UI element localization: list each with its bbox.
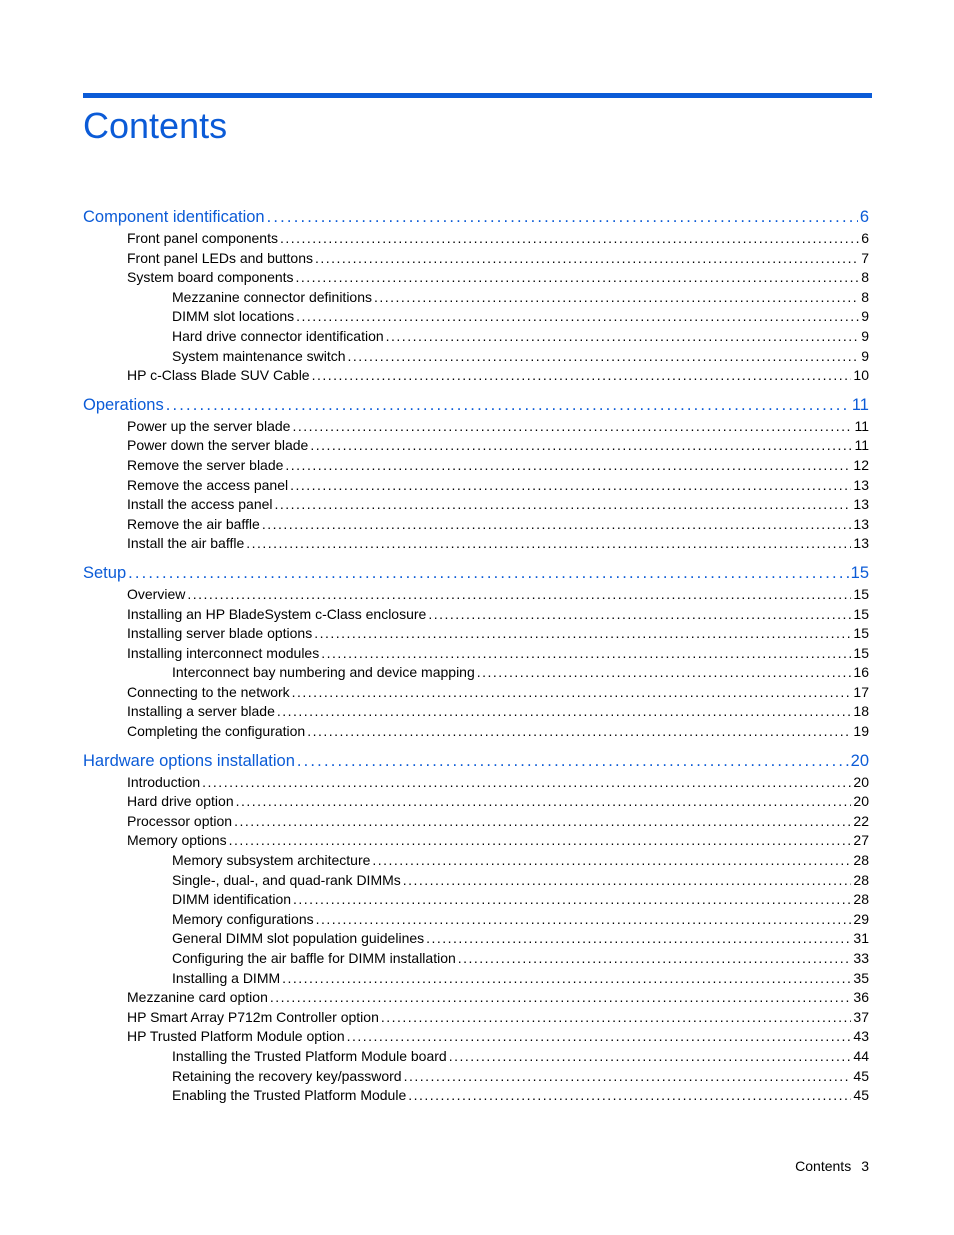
toc-dot-leader (403, 871, 852, 891)
toc-dot-leader (128, 561, 849, 585)
toc-entry-page-number: 22 (853, 812, 869, 829)
toc-entry-label: Hard drive option (127, 793, 234, 810)
toc-entry-label: Overview (127, 585, 186, 602)
toc-entry[interactable] (83, 949, 869, 969)
toc-entry-label: Single-, dual-, and quad-rank DIMMs (172, 871, 401, 888)
toc-entry-page-number: 7 (861, 249, 869, 266)
toc-entry[interactable] (83, 456, 869, 476)
toc-entry[interactable] (83, 288, 869, 308)
footer-page-number: 3 (861, 1158, 869, 1174)
toc-entry-label: Front panel LEDs and buttons (127, 249, 314, 266)
toc-entry-page-number: 43 (853, 1028, 869, 1045)
toc-dot-leader (428, 605, 851, 625)
toc-entry-page-number: 15 (853, 625, 869, 642)
toc-entry-label: Interconnect bay numbering and device mapping (172, 664, 475, 681)
toc-entry[interactable] (83, 229, 869, 249)
toc-dot-leader (290, 476, 851, 496)
toc-chapter-entry[interactable] (83, 393, 869, 417)
toc-entry-label: Install the access panel (127, 496, 273, 513)
toc-dot-leader (229, 831, 852, 851)
toc-dot-leader (285, 456, 851, 476)
toc-entry-page-number: 9 (861, 327, 869, 344)
toc-entry-label: Introduction (127, 773, 201, 790)
toc-entry-page-number: 44 (853, 1047, 869, 1064)
toc-dot-leader (386, 327, 860, 347)
toc-entry-label: General DIMM slot population guidelines (172, 930, 425, 947)
toc-entry-page-number: 16 (853, 664, 869, 681)
table-of-contents (83, 205, 869, 1106)
toc-entry[interactable] (83, 1008, 869, 1028)
toc-dot-leader (296, 307, 859, 327)
toc-entry-page-number: 18 (853, 703, 869, 720)
toc-entry[interactable] (83, 969, 869, 989)
toc-entry[interactable] (83, 1047, 869, 1067)
toc-entry[interactable] (83, 792, 869, 812)
toc-dot-leader (316, 910, 852, 930)
toc-entry[interactable] (83, 702, 869, 722)
toc-entry[interactable] (83, 417, 869, 437)
toc-entry-label: Connecting to the network (127, 683, 290, 700)
toc-entry[interactable] (83, 1067, 869, 1087)
toc-entry-page-number: 29 (853, 910, 869, 927)
toc-entry-page-number: 9 (861, 308, 869, 325)
title-rule (83, 93, 872, 98)
toc-entry-label: Operations (83, 395, 164, 414)
toc-entry-page-number: 45 (853, 1067, 869, 1084)
toc-entry-label: Installing a DIMM (172, 969, 281, 986)
footer-section: Contents (795, 1158, 852, 1174)
toc-entry-page-number: 33 (853, 950, 869, 966)
toc-dot-leader (312, 366, 852, 386)
toc-entry[interactable] (83, 851, 869, 871)
toc-entry[interactable] (83, 624, 869, 644)
toc-entry-label: Memory configurations (172, 910, 314, 927)
toc-entry-page-number: 20 (853, 793, 869, 810)
toc-dot-leader (314, 624, 851, 644)
toc-entry-page-number: 8 (861, 288, 869, 305)
toc-entry-page-number: 45 (853, 1087, 869, 1104)
toc-chapter-entry[interactable] (83, 561, 869, 585)
toc-entry-label: Completing the configuration (127, 723, 306, 740)
toc-entry-page-number: 9 (861, 347, 869, 364)
toc-entry[interactable] (83, 347, 869, 367)
toc-dot-leader (296, 268, 860, 288)
toc-entry-page-number: 10 (853, 367, 869, 384)
toc-entry-label: Hardware options installation (83, 751, 295, 770)
toc-dot-leader (297, 749, 849, 773)
toc-entry[interactable] (83, 268, 869, 288)
toc-entry-page-number: 13 (853, 515, 869, 532)
toc-entry[interactable] (83, 327, 869, 347)
toc-entry-label: Enabling the Trusted Platform Module (172, 1087, 407, 1104)
toc-dot-leader (477, 663, 852, 683)
toc-dot-leader (292, 683, 852, 703)
toc-entry-page-number: 35 (853, 969, 869, 986)
toc-entry-label: Install the air baffle (127, 535, 245, 552)
toc-dot-leader (236, 792, 852, 812)
toc-entry-label: HP Smart Array P712m Controller option (127, 1008, 379, 1025)
toc-dot-leader (234, 812, 851, 832)
toc-dot-leader (307, 722, 851, 742)
toc-entry[interactable] (83, 812, 869, 832)
toc-entry[interactable] (83, 773, 869, 793)
toc-entry-page-number: 11 (854, 437, 869, 454)
toc-entry-label: Setup (83, 563, 127, 582)
toc-dot-leader (280, 229, 859, 249)
toc-entry[interactable] (83, 436, 869, 456)
toc-entry[interactable] (83, 644, 869, 664)
toc-entry-label: Memory options (127, 832, 227, 849)
toc-entry-label: Remove the server blade (127, 456, 284, 473)
toc-entry-page-number: 15 (853, 585, 869, 602)
toc-entry-label: Installing interconnect modules (127, 644, 320, 661)
toc-dot-leader (275, 495, 852, 515)
toc-entry[interactable] (83, 683, 869, 703)
toc-entry[interactable] (83, 605, 869, 625)
toc-entry-label: DIMM slot locations (172, 308, 295, 325)
toc-entry-page-number: 17 (853, 683, 869, 700)
toc-entry-label: Processor option (127, 812, 233, 829)
toc-entry-page-number: 11 (851, 395, 869, 414)
toc-entry-page-number: 20 (850, 751, 869, 770)
toc-entry-page-number: 12 (853, 456, 869, 473)
toc-dot-leader (292, 417, 852, 437)
toc-dot-leader (277, 702, 852, 722)
toc-dot-leader (187, 585, 851, 605)
page-footer (795, 1158, 869, 1174)
toc-dot-leader (404, 1067, 852, 1087)
toc-entry-page-number: 28 (853, 891, 869, 908)
toc-entry[interactable] (83, 988, 869, 1008)
toc-chapter-entry[interactable] (83, 749, 869, 773)
toc-dot-leader (282, 969, 851, 989)
toc-dot-leader (449, 1047, 852, 1067)
toc-dot-leader (426, 929, 851, 949)
toc-dot-leader (246, 534, 851, 554)
toc-entry[interactable] (83, 1086, 869, 1106)
toc-entry[interactable] (83, 534, 869, 554)
toc-entry-label: DIMM identification (172, 891, 292, 908)
toc-entry[interactable] (83, 831, 869, 851)
toc-dot-leader (270, 988, 852, 1008)
page-title: Contents (83, 105, 228, 146)
toc-entry-page-number: 19 (853, 723, 869, 740)
toc-entry-page-number: 11 (854, 417, 869, 434)
toc-entry-label: System maintenance switch (172, 347, 346, 364)
toc-entry-page-number: 28 (853, 871, 869, 888)
toc-dot-leader (408, 1086, 851, 1106)
toc-entry-page-number: 15 (850, 563, 869, 582)
toc-entry[interactable] (83, 249, 869, 269)
toc-entry-label: Component identification (83, 208, 265, 226)
toc-entry[interactable] (83, 585, 869, 605)
toc-dot-leader (315, 249, 859, 269)
toc-entry-label: System board components (127, 269, 294, 286)
toc-entry[interactable] (83, 495, 869, 515)
toc-entry-label: Front panel components (127, 230, 278, 246)
toc-entry-page-number: 36 (853, 989, 869, 1006)
toc-entry-page-number: 31 (853, 930, 869, 947)
toc-entry[interactable] (83, 476, 869, 496)
toc-entry-label: Retaining the recovery key/password (172, 1067, 402, 1084)
toc-entry-page-number: 6 (861, 230, 869, 246)
toc-dot-leader (348, 347, 860, 367)
toc-entry-label: HP Trusted Platform Module option (127, 1028, 345, 1045)
toc-entry-label: Remove the access panel (127, 476, 289, 493)
toc-dot-leader (347, 1027, 852, 1047)
toc-entry-page-number: 28 (853, 852, 869, 869)
toc-entry-page-number: 13 (853, 476, 869, 493)
toc-entry[interactable] (83, 307, 869, 327)
toc-entry-label: Hard drive connector identification (172, 327, 384, 344)
toc-entry-label: HP c-Class Blade SUV Cable (127, 367, 310, 384)
toc-entry[interactable] (83, 722, 869, 742)
toc-entry-page-number: 20 (853, 773, 869, 790)
toc-entry[interactable] (83, 890, 869, 910)
toc-dot-leader (166, 393, 850, 417)
toc-entry-label: Mezzanine card option (127, 989, 268, 1006)
toc-entry-label: Installing the Trusted Platform Module board (172, 1047, 447, 1064)
toc-entry[interactable] (83, 929, 869, 949)
toc-dot-leader (293, 890, 851, 910)
toc-entry-page-number: 15 (853, 644, 869, 661)
toc-entry-page-number: 8 (861, 269, 869, 286)
toc-entry-label: Configuring the air baffle for DIMM installation (172, 950, 456, 966)
toc-dot-leader (458, 949, 852, 969)
toc-entry-label: Memory subsystem architecture (172, 852, 371, 869)
toc-entry-page-number: 27 (853, 832, 869, 849)
toc-entry-page-number: 15 (853, 605, 869, 622)
toc-entry-page-number: 37 (853, 1008, 869, 1025)
toc-chapter-entry[interactable] (83, 205, 869, 229)
toc-entry-label: Installing server blade options (127, 625, 313, 642)
toc-dot-leader (310, 436, 852, 456)
toc-entry[interactable] (83, 1027, 869, 1047)
toc-dot-leader (374, 288, 859, 308)
toc-entry-label: Power down the server blade (127, 437, 309, 454)
toc-dot-leader (372, 851, 851, 871)
toc-entry-page-number: 6 (859, 208, 869, 226)
toc-entry-label: Remove the air baffle (127, 515, 260, 532)
toc-entry[interactable] (83, 366, 869, 386)
toc-entry-page-number: 13 (853, 535, 869, 552)
toc-entry-label: Installing a server blade (127, 703, 275, 720)
toc-entry[interactable] (83, 515, 869, 535)
toc-entry-label: Power up the server blade (127, 417, 291, 434)
toc-entry-page-number: 13 (853, 496, 869, 513)
toc-dot-leader (267, 205, 858, 229)
toc-dot-leader (321, 644, 851, 664)
toc-dot-leader (202, 773, 851, 793)
toc-entry[interactable] (83, 663, 869, 683)
toc-entry-label: Mezzanine connector definitions (172, 288, 373, 305)
toc-entry[interactable] (83, 871, 869, 891)
toc-dot-leader (381, 1008, 852, 1028)
toc-entry[interactable] (83, 910, 869, 930)
toc-entry-label: Installing an HP BladeSystem c-Class enclosure (127, 605, 427, 622)
toc-dot-leader (262, 515, 852, 535)
